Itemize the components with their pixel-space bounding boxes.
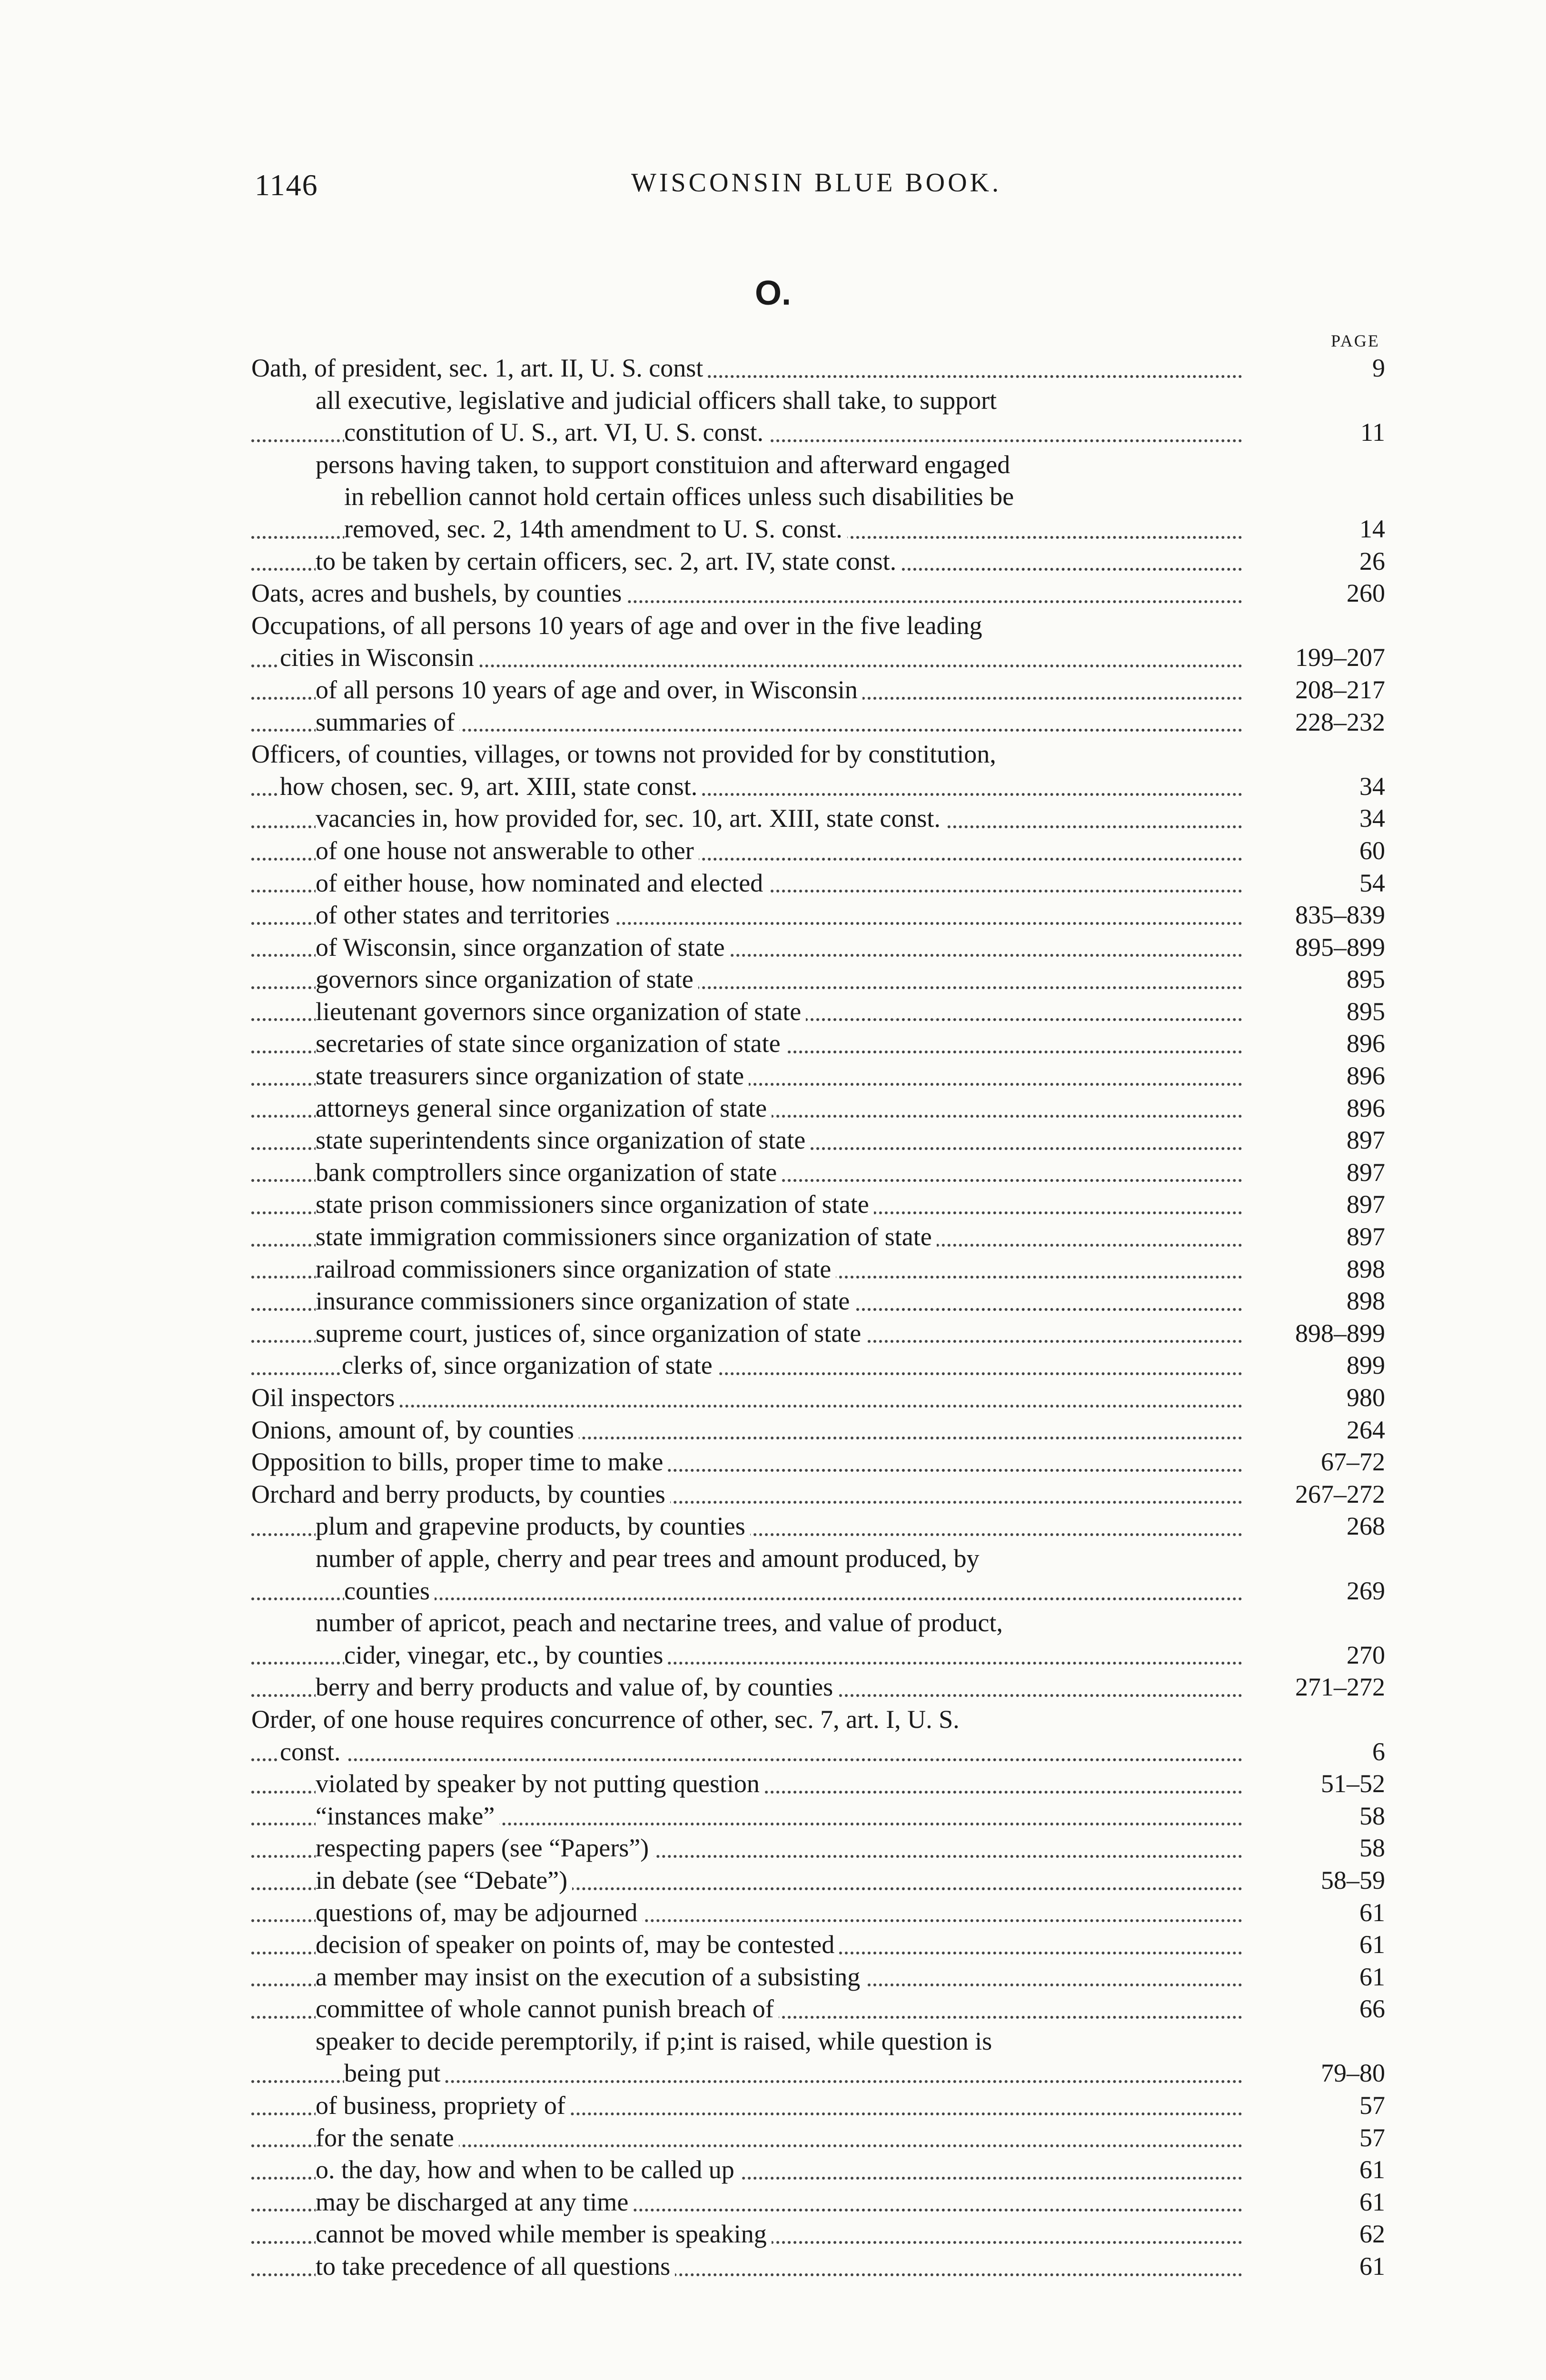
entry-text: berry and berry products and value of, by counties — [316, 1671, 838, 1704]
index-entry — [251, 1189, 1385, 1221]
index-entry — [251, 416, 1385, 449]
index-entry — [251, 481, 1385, 513]
entry-text: violated by speaker by not putting question — [316, 1768, 764, 1800]
entry-text: state prison commissioners since organization of state — [316, 1189, 874, 1221]
section-letter: O. — [754, 274, 791, 312]
index-entry — [251, 1157, 1385, 1189]
entry-text: summaries of — [316, 706, 459, 739]
entry-page: 896 — [1347, 1093, 1385, 1122]
entry-page: 896 — [1347, 1061, 1385, 1091]
entry-page: 61 — [1359, 2155, 1385, 2184]
index-entry — [251, 963, 1385, 996]
entry-text: clerks of, since organization of state — [342, 1349, 717, 1382]
entry-page: 58 — [1359, 1834, 1385, 1863]
index-entry — [251, 2154, 1385, 2186]
entry-page: 61 — [1359, 2252, 1385, 2281]
index-entry — [251, 1510, 1385, 1543]
entry-text: being put — [344, 2057, 445, 2090]
entry-page: 9 — [1372, 354, 1385, 382]
entry-text: a member may insist on the execution of a subsisting — [316, 1961, 865, 1993]
entry-text: of either house, how nominated and elected — [316, 867, 768, 900]
entry-page: 62 — [1359, 2220, 1385, 2249]
entry-page: 61 — [1359, 2187, 1385, 2216]
index-entry — [251, 1671, 1385, 1704]
index-entry — [251, 1575, 1385, 1607]
index-entry — [251, 577, 1385, 610]
index-entry — [251, 1349, 1385, 1382]
entry-text: how chosen, sec. 9, art. XIII, state const. — [280, 771, 702, 803]
index-entry — [251, 2025, 1385, 2058]
entry-page: 26 — [1359, 546, 1385, 575]
entry-text: insurance commissioners since organization of state — [316, 1285, 854, 1318]
entry-text: speaker to decide peremptorily, if p;int is raised, while question is — [316, 2025, 997, 2058]
index-entry — [251, 1382, 1385, 1414]
index-entry — [251, 1060, 1385, 1092]
entry-text: of one house not answerable to other — [316, 835, 699, 867]
entry-text: in rebellion cannot hold certain offices unless such disabilities be — [344, 481, 1019, 513]
entry-page: 264 — [1347, 1415, 1385, 1444]
index-entry — [251, 2122, 1385, 2154]
index-entry — [251, 771, 1385, 803]
entry-text: respecting papers (see “Papers”) — [316, 1832, 654, 1864]
index-entry — [251, 1993, 1385, 2025]
entry-page: 895 — [1347, 965, 1385, 994]
entry-text: plum and grapevine products, by counties — [316, 1510, 750, 1543]
index-entry — [251, 2090, 1385, 2122]
entry-page: 58–59 — [1321, 1865, 1385, 1894]
entry-text: “instances make” — [316, 1800, 499, 1833]
index-list — [251, 352, 1385, 2283]
entry-text: may be discharged at any time — [316, 2186, 633, 2219]
entry-page: 897 — [1347, 1222, 1385, 1251]
entry-text: const. — [280, 1736, 346, 1768]
index-entry — [251, 352, 1385, 385]
index-entry — [251, 1607, 1385, 1639]
entry-page: 61 — [1359, 1930, 1385, 1959]
entry-text: Order, of one house requires concurrence of other, sec. 7, art. I, U. S. — [251, 1704, 964, 1736]
index-entry — [251, 2251, 1385, 2283]
entry-page: 897 — [1347, 1158, 1385, 1187]
entry-text: Opposition to bills, proper time to make — [251, 1446, 668, 1478]
entry-text: cider, vinegar, etc., by counties — [344, 1639, 668, 1672]
entry-text: lieutenant governors since organization of state — [316, 996, 806, 1028]
entry-page: 57 — [1359, 2123, 1385, 2152]
entry-page: 268 — [1347, 1512, 1385, 1541]
entry-page: 61 — [1359, 1962, 1385, 1991]
entry-page: 897 — [1347, 1190, 1385, 1219]
index-entry — [251, 1704, 1385, 1736]
entry-text: for the senate — [316, 2122, 459, 2154]
entry-text: committee of whole cannot punish breach of — [316, 1993, 779, 2025]
entry-text: state treasurers since organization of state — [316, 1060, 749, 1092]
index-entry — [251, 2218, 1385, 2251]
entry-text: railroad commissioners since organization of state — [316, 1253, 836, 1286]
entry-page: 60 — [1359, 836, 1385, 865]
index-entry — [251, 545, 1385, 578]
index-entry — [251, 1929, 1385, 1961]
entry-page: 67–72 — [1321, 1448, 1385, 1477]
entry-page: 6 — [1372, 1737, 1385, 1766]
entry-text: of business, propriety of — [316, 2090, 570, 2122]
index-entry — [251, 1092, 1385, 1125]
entry-page: 199–207 — [1295, 643, 1385, 672]
index-entry — [251, 867, 1385, 900]
index-entry — [251, 899, 1385, 932]
entry-page: 34 — [1359, 772, 1385, 801]
entry-page: 980 — [1347, 1383, 1385, 1412]
entry-page: 61 — [1359, 1898, 1385, 1927]
entry-page: 34 — [1359, 804, 1385, 833]
entry-text: Occupations, of all persons 10 years of age and over in the five leading — [251, 610, 987, 642]
index-entry — [251, 1832, 1385, 1864]
index-entry — [251, 674, 1385, 706]
page-number: 1146 — [255, 168, 318, 202]
entry-page: 11 — [1360, 418, 1385, 447]
entry-text: supreme court, justices of, since organization of state — [316, 1318, 866, 1350]
index-entry — [251, 1446, 1385, 1478]
entry-text: decision of speaker on points of, may be contested — [316, 1929, 839, 1961]
entry-text: removed, sec. 2, 14th amendment to U. S. const. — [344, 513, 847, 545]
index-entry — [251, 1028, 1385, 1060]
entry-page: 898–899 — [1295, 1319, 1385, 1348]
index-entry — [251, 1736, 1385, 1768]
entry-text: vacancies in, how provided for, sec. 10, art. XIII, state const. — [316, 803, 945, 835]
index-entry — [251, 932, 1385, 964]
entry-text: cities in Wisconsin — [280, 642, 479, 674]
entry-page: 895 — [1347, 997, 1385, 1026]
entry-text: of all persons 10 years of age and over, in Wisconsin — [316, 674, 862, 706]
index-entry — [251, 2057, 1385, 2090]
index-entry — [251, 1478, 1385, 1511]
entry-page: 208–217 — [1295, 675, 1385, 704]
entry-page: 267–272 — [1295, 1479, 1385, 1508]
index-entry — [251, 1864, 1385, 1897]
entry-page: 51–52 — [1321, 1769, 1385, 1798]
running-title: WISCONSIN BLUE BOOK. — [631, 168, 1001, 198]
entry-page: 57 — [1359, 2091, 1385, 2120]
entry-text: Officers, of counties, villages, or towns not provided for by constitution, — [251, 738, 1001, 771]
entry-text: counties — [344, 1575, 435, 1607]
index-entry — [251, 1961, 1385, 1993]
entry-page: 896 — [1347, 1029, 1385, 1058]
index-entry — [251, 1800, 1385, 1833]
entry-page: 58 — [1359, 1801, 1385, 1830]
entry-page: 271–272 — [1295, 1673, 1385, 1702]
entry-page: 898 — [1347, 1254, 1385, 1283]
index-entry — [251, 1285, 1385, 1318]
index-entry — [251, 1253, 1385, 1286]
page-header — [255, 168, 1378, 210]
entry-page: 835–839 — [1295, 901, 1385, 930]
entry-page: 260 — [1347, 579, 1385, 608]
entry-text: number of apple, cherry and pear trees and amount produced, by — [316, 1543, 984, 1575]
index-entry — [251, 1221, 1385, 1253]
index-entry — [251, 1768, 1385, 1800]
entry-text: all executive, legislative and judicial officers shall take, to support — [316, 385, 1001, 417]
entry-text: attorneys general since organization of state — [316, 1092, 772, 1125]
index-entry — [251, 449, 1385, 481]
entry-page: 66 — [1359, 1994, 1385, 2023]
entry-text: Onions, amount of, by counties — [251, 1414, 579, 1447]
entry-text: persons having taken, to support constituion and afterward engaged — [316, 449, 1015, 481]
entry-text: Oath, of president, sec. 1, art. II, U. S. const — [251, 352, 708, 385]
entry-page: 898 — [1347, 1287, 1385, 1316]
index-entry — [251, 385, 1385, 417]
entry-text: o. the day, how and when to be called up — [316, 2154, 739, 2186]
entry-text: number of apricot, peach and nectarine trees, and value of product, — [316, 1607, 1008, 1639]
entry-page: 895–899 — [1295, 932, 1385, 962]
entry-text: state superintendents since organization of state — [316, 1124, 810, 1157]
index-entry — [251, 1318, 1385, 1350]
entry-text: Orchard and berry products, by counties — [251, 1478, 670, 1511]
entry-page: 79–80 — [1321, 2059, 1385, 2088]
index-entry — [251, 1414, 1385, 1447]
entry-text: bank comptrollers since organization of state — [316, 1157, 782, 1189]
entry-text: of Wisconsin, since organzation of state — [316, 932, 730, 964]
entry-text: to be taken by certain officers, sec. 2, art. IV, state const. — [316, 545, 901, 578]
entry-page: 228–232 — [1295, 707, 1385, 736]
entry-text: governors since organization of state — [316, 963, 698, 996]
entry-text: Oats, acres and bushels, by counties — [251, 577, 626, 610]
dot-leader — [251, 1405, 1242, 1408]
index-entry — [251, 642, 1385, 674]
entry-text: state immigration commissioners since organization of state — [316, 1221, 937, 1253]
entry-text: in debate (see “Debate”) — [316, 1864, 572, 1897]
entry-page: 270 — [1347, 1640, 1385, 1669]
index-entry — [251, 738, 1385, 771]
entry-page: 897 — [1347, 1126, 1385, 1155]
entry-text: cannot be moved while member is speaking — [316, 2218, 772, 2251]
index-entry — [251, 803, 1385, 835]
entry-text: to take precedence of all questions — [316, 2251, 675, 2283]
index-entry — [251, 706, 1385, 739]
entry-text: secretaries of state since organization of state — [316, 1028, 785, 1060]
entry-page: 54 — [1359, 868, 1385, 897]
index-entry — [251, 513, 1385, 545]
index-entry — [251, 1897, 1385, 1929]
entry-text: questions of, may be adjourned — [316, 1897, 642, 1929]
entry-page: 899 — [1347, 1351, 1385, 1380]
entry-page: 269 — [1347, 1576, 1385, 1605]
entry-page: 14 — [1359, 514, 1385, 543]
entry-text: Oil inspectors — [251, 1382, 399, 1414]
index-entry — [251, 1639, 1385, 1672]
dot-leader — [251, 1758, 1242, 1761]
index-entry — [251, 2186, 1385, 2219]
index-entry — [251, 1543, 1385, 1575]
index-entry — [251, 835, 1385, 867]
entry-text: of other states and territories — [316, 899, 614, 932]
index-entry — [251, 996, 1385, 1028]
page-column-label: PAGE — [1331, 331, 1380, 350]
index-entry — [251, 1124, 1385, 1157]
index-entry — [251, 610, 1385, 642]
entry-text: constitution of U. S., art. VI, U. S. const. — [344, 416, 768, 449]
